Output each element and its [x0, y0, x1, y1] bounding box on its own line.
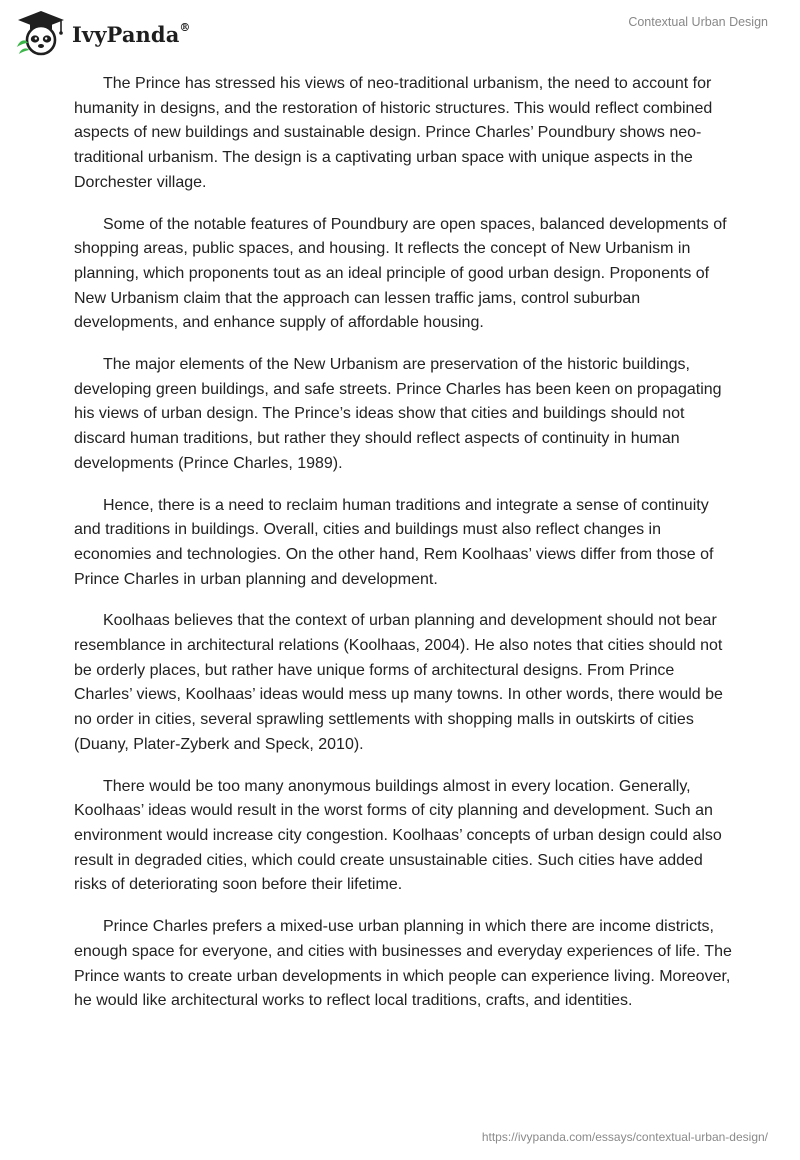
paragraph: Koolhaas believes that the context of urban planning and development should not bear resemblance in architectural relations (Koolhaas, 2004). He also notes that cities should not be orderly places, but rather have unique forms of architectural designs. From Prince Charles’ views, Koolhaas’ ideas would mess up many towns. In other words, there would be no order in cities, several sprawling settlements with shopping malls in outskirts of cities (Duany, Plater-Zyberk and Speck, 2010). [74, 612, 723, 753]
registered-mark: ® [179, 20, 191, 34]
paragraph: The Prince has stressed his views of neo-traditional urbanism, the need to account for humanity in designs, and the restoration of historic structures. This would reflect combined aspects of new buildings and sustainable design. Prince Charles’ Poundbury shows neo-traditional urbanism. The design is a captivating urban space with unique aspects in the Dorchester village. [74, 75, 713, 191]
panda-graduate-icon [14, 9, 68, 57]
paragraph: Prince Charles prefers a mixed-use urban planning in which there are income districts, enough space for everyone, and cities with businesses and everyday experiences of life. The Prince wants to create urban developments in which people can experience living. Moreover, he would like architectural works to reflect local traditions, crafts, and identities. [74, 918, 732, 1010]
source-url[interactable]: https://ivypanda.com/essays/contextual-urban-design/ [481, 1130, 768, 1144]
page-header [0, 0, 800, 64]
essay-body [74, 72, 734, 1031]
logo-text: IvyPanda® [72, 20, 191, 47]
document-title: Contextual Urban Design [628, 15, 768, 29]
paragraph: Hence, there is a need to reclaim human traditions and integrate a sense of continuity and traditions in buildings. Overall, cities and buildings must also reflect changes in economies and technologies. On the other hand, Rem Koolhaas’ views differ from those of Prince Charles in urban planning and development. [74, 496, 714, 588]
ivypanda-logo[interactable] [14, 9, 191, 57]
paragraph: There would be too many anonymous buildings almost in every location. Generally, Koolhaas’ ideas would result in the worst forms of city planning and development. Such an environment would increase city congestion. Koolhaas’ concepts of urban design could also result in degraded cities, which could create unsustainable cities. Such cities have added risks of deteriorating soon before their lifetime. [74, 777, 722, 894]
paragraph: Some of the notable features of Poundbury are open spaces, balanced developments of shopping areas, public spaces, and housing. It reflects the concept of New Urbanism in planning, which proponents tout as an ideal principle of good urban design. Proponents of New Urbanism claim that the approach can lessen traffic jams, control suburban developments, and enhance supply of affordable housing. [74, 215, 727, 332]
paragraph: The major elements of the New Urbanism are preservation of the historic buildings, developing green buildings, and safe streets. Prince Charles has been keen on propagating his views of urban design. The Prince’s ideas show that cities and buildings should not discard human traditions, but rather they should reflect aspects of continuity in human developments (Prince Charles, 1989). [74, 356, 722, 472]
